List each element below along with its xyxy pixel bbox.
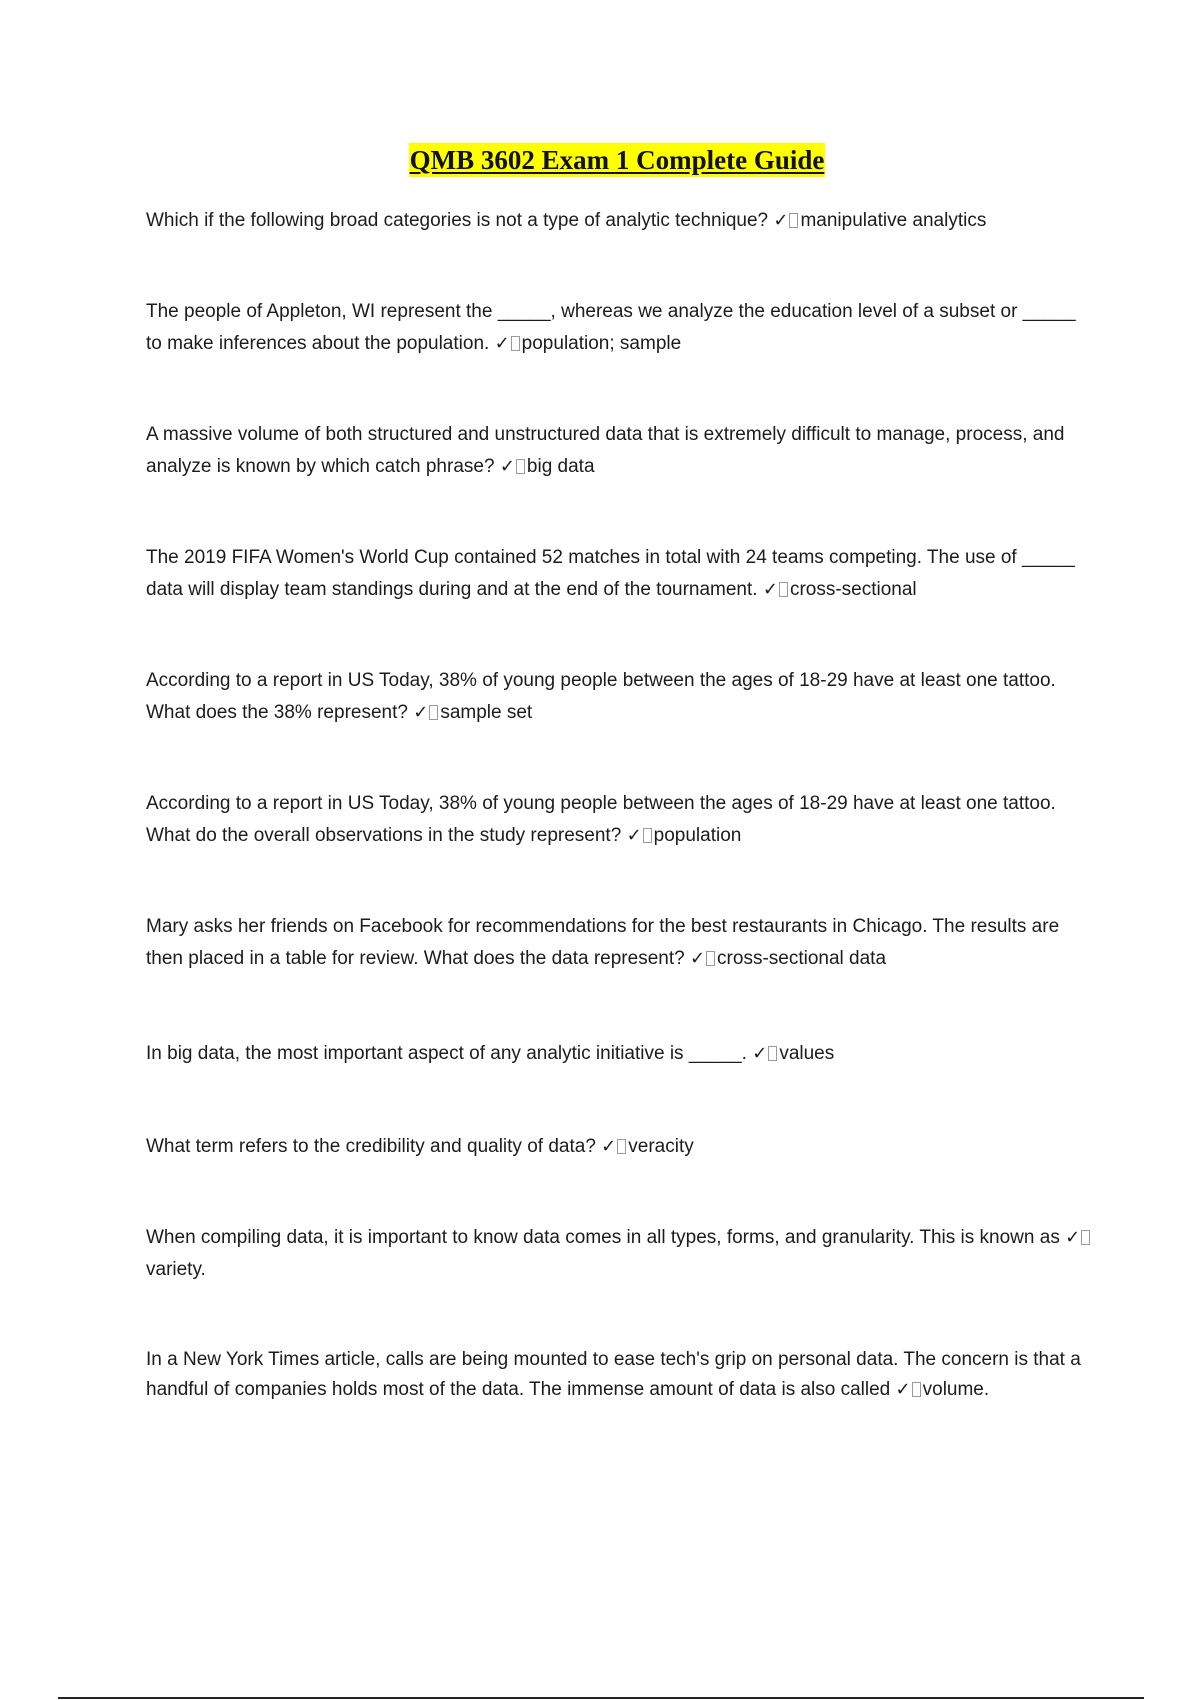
answer-text: cross-sectional data xyxy=(717,948,887,969)
qa-item xyxy=(146,296,1096,360)
title-container xyxy=(0,143,1200,177)
check-mark-icon: ✓ xyxy=(413,702,429,723)
placeholder-box-icon xyxy=(768,1046,777,1061)
qa-item xyxy=(146,1038,1096,1070)
check-mark-icon: ✓ xyxy=(762,579,778,600)
question-text: The people of Appleton, WI represent the _____, whereas we analyze the education level of a subset or _____ to make inferences about the population. xyxy=(146,301,1076,354)
placeholder-box-icon xyxy=(1081,1230,1090,1245)
answer-text: volume. xyxy=(922,1379,990,1400)
placeholder-box-icon xyxy=(617,1139,626,1154)
answer-text: manipulative analytics xyxy=(800,210,987,231)
placeholder-box-icon xyxy=(511,336,520,351)
question-text: What term refers to the credibility and quality of data? xyxy=(146,1136,596,1157)
question-text: When compiling data, it is important to know data comes in all types, forms, and granularity. This is known as xyxy=(146,1227,1060,1248)
qa-item xyxy=(146,205,1096,237)
check-mark-icon: ✓ xyxy=(752,1043,768,1064)
check-mark-icon: ✓ xyxy=(1065,1227,1081,1248)
qa-item xyxy=(146,788,1096,852)
qa-item xyxy=(146,665,1096,729)
qa-item xyxy=(146,542,1096,606)
answer-text: variety. xyxy=(146,1259,206,1280)
placeholder-box-icon xyxy=(516,459,525,474)
check-mark-icon: ✓ xyxy=(601,1136,617,1157)
question-text: In a New York Times article, calls are being mounted to ease tech's grip on personal data. The concern is that a handful of companies holds most of the data. The immense amount of data is also called xyxy=(146,1349,1081,1400)
check-mark-icon: ✓ xyxy=(626,825,642,846)
qa-item xyxy=(146,419,1096,483)
question-text: The 2019 FIFA Women's World Cup contained 52 matches in total with 24 teams competing. The use of _____ data will display team standings during and at the end of the tournament. xyxy=(146,547,1075,600)
question-text: Mary asks her friends on Facebook for recommendations for the best restaurants in Chicago. The results are then placed in a table for review. What does the data represent? xyxy=(146,916,1060,969)
question-text: A massive volume of both structured and unstructured data that is extremely difficult to manage, process, and analyze is known by which catch phrase? xyxy=(146,424,1065,477)
check-mark-icon: ✓ xyxy=(499,456,515,477)
document-title: QMB 3602 Exam 1 Complete Guide xyxy=(409,145,825,175)
answer-text: population; sample xyxy=(521,333,682,354)
check-mark-icon: ✓ xyxy=(494,333,510,354)
answer-text: cross-sectional xyxy=(789,579,917,600)
answer-text: veracity xyxy=(628,1136,694,1157)
qa-item xyxy=(146,1131,1096,1163)
placeholder-box-icon xyxy=(779,582,788,597)
answer-text: big data xyxy=(526,456,595,477)
question-text: Which if the following broad categories is not a type of analytic technique? xyxy=(146,210,769,231)
check-mark-icon: ✓ xyxy=(689,948,706,969)
qa-item xyxy=(146,1222,1096,1286)
question-text: In big data, the most important aspect of any analytic initiative is _____. xyxy=(146,1043,747,1064)
placeholder-box-icon xyxy=(912,1382,921,1397)
answer-text: population xyxy=(653,825,742,846)
question-text: According to a report in US Today, 38% of young people between the ages of 18-29 have at least one tattoo. What do the overall observations in the study represent? xyxy=(146,793,1056,846)
check-mark-icon: ✓ xyxy=(773,210,789,231)
check-mark-icon: ✓ xyxy=(895,1379,911,1400)
page-bottom-divider xyxy=(58,1697,1144,1699)
placeholder-box-icon xyxy=(706,951,715,966)
placeholder-box-icon xyxy=(429,705,438,720)
question-text: According to a report in US Today, 38% of young people between the ages of 18-29 have at least one tattoo. What does the 38% represent? xyxy=(146,670,1056,723)
answer-text: values xyxy=(779,1043,835,1064)
qa-item xyxy=(146,911,1096,975)
qa-item xyxy=(146,1345,1096,1405)
placeholder-box-icon xyxy=(789,213,798,228)
placeholder-box-icon xyxy=(643,828,652,843)
answer-text: sample set xyxy=(440,702,533,723)
